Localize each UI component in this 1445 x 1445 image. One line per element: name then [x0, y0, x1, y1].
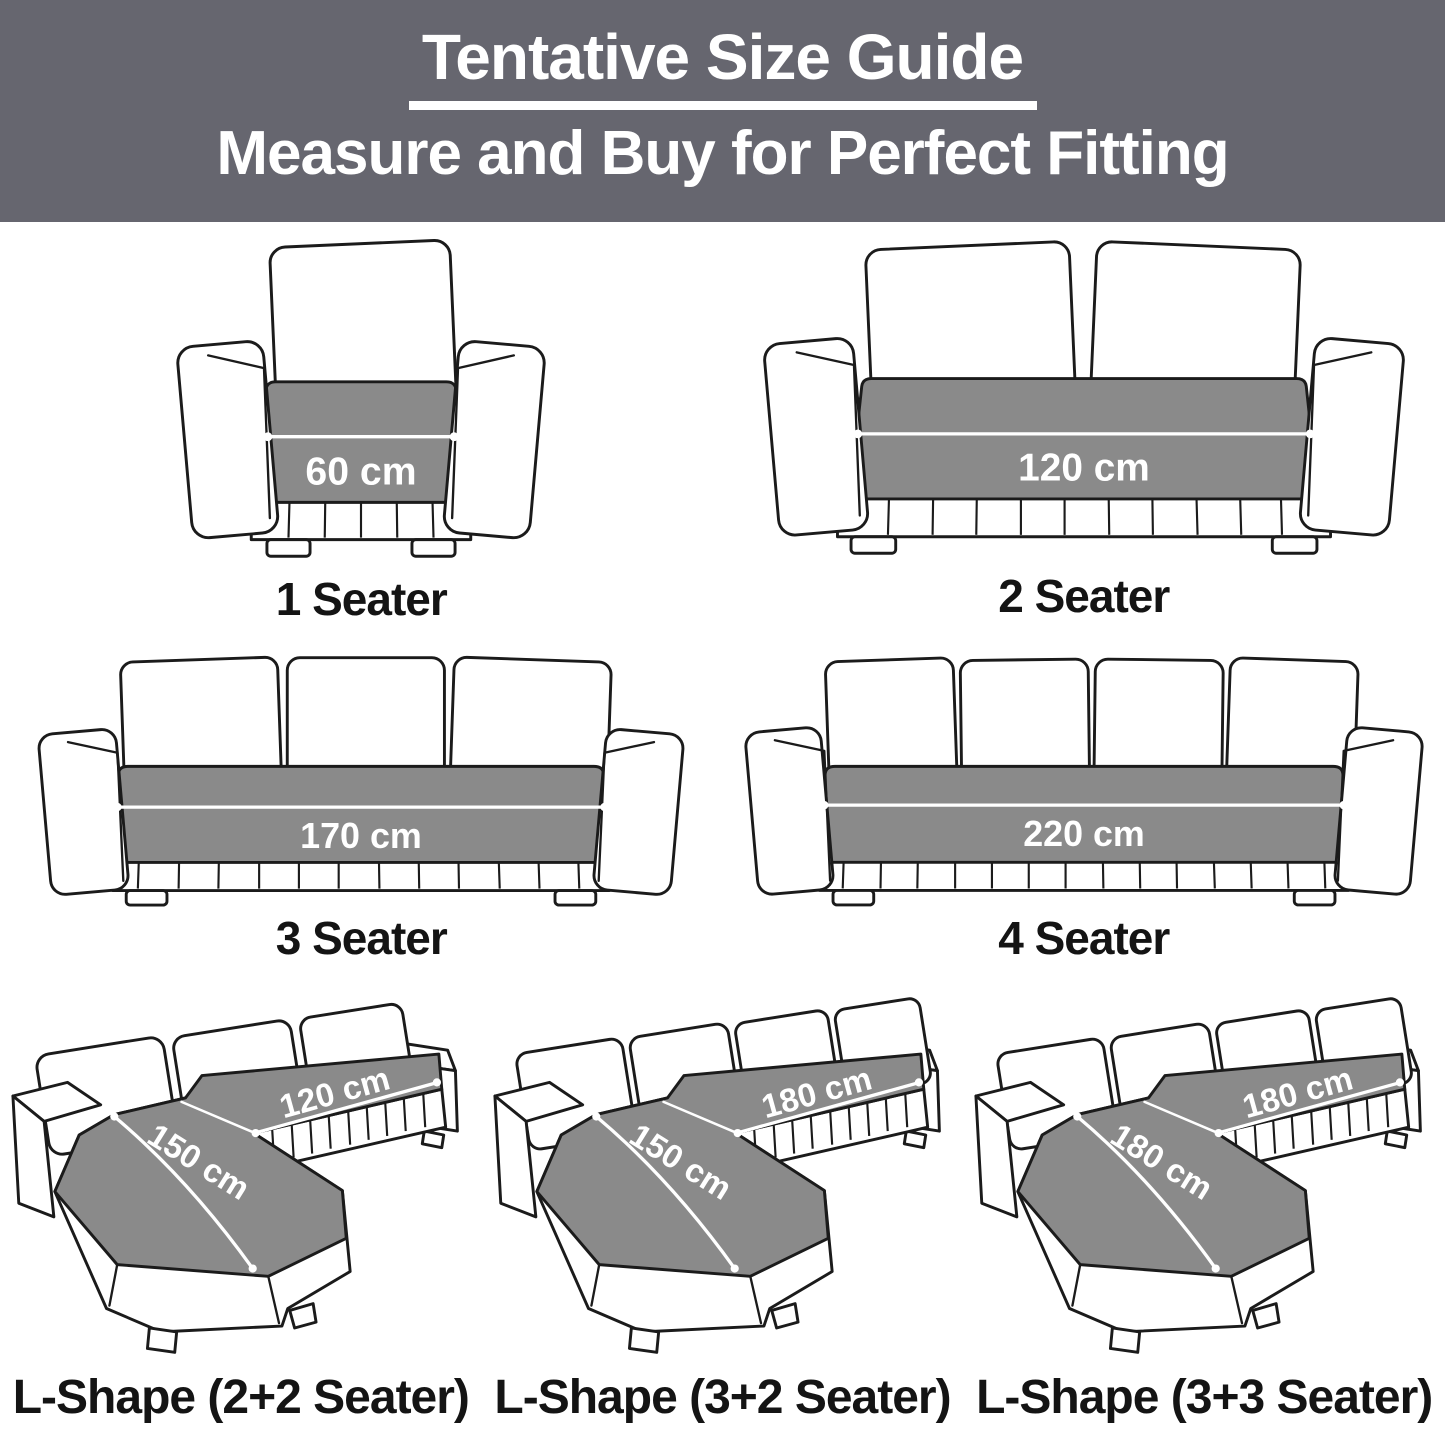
- three-seater-illustration: [31, 648, 691, 908]
- page-title: Tentative Size Guide: [421, 21, 1024, 93]
- row-large-sofas: [0, 626, 1445, 965]
- title-underline: [409, 101, 1037, 110]
- l-shape-3-3-figure: [970, 981, 1438, 1425]
- l-shape-2-2-illustration: [7, 981, 475, 1366]
- row-small-sofas: [0, 222, 1445, 626]
- three-seater-figure: [31, 648, 691, 965]
- l-shape-3-3-cell: [963, 981, 1445, 1425]
- l-shape-3-3-label: L-Shape (3+3 Seater): [976, 1371, 1433, 1424]
- l-shape-2-2-long-measurement-label: 120 cm: [275, 1060, 394, 1127]
- one-seater-figure: [165, 228, 557, 626]
- two-seater-illustration: [754, 228, 1414, 566]
- l-shape-3-2-figure: [489, 981, 957, 1425]
- four-seater-figure: [740, 648, 1428, 965]
- two-seater-label: 2 Seater: [998, 570, 1170, 622]
- l-shape-3-3-long-measurement-label: 180 cm: [1238, 1060, 1358, 1127]
- l-shape-2-2-chaise-measurement-label: 150 cm: [140, 1116, 256, 1208]
- four-seater-cell: [723, 648, 1445, 965]
- two-seater-figure: [754, 228, 1414, 623]
- l-shape-3-2-long-measurement-label: 180 cm: [757, 1060, 876, 1127]
- two-seater-cell: [723, 228, 1445, 623]
- two-seater-measurement-label: 120 cm: [1017, 446, 1150, 490]
- l-shape-3-3-chaise-measurement-label: 180 cm: [1104, 1116, 1220, 1208]
- header: [0, 0, 1445, 222]
- l-shape-3-2-label: L-Shape (3+2 Seater): [494, 1371, 951, 1424]
- l-shape-3-3-illustration: [970, 981, 1438, 1366]
- l-shape-2-2-figure: [7, 981, 475, 1425]
- one-seater-cell: [0, 228, 723, 626]
- one-seater-illustration: [165, 228, 557, 569]
- row-l-shape-sofas: [0, 965, 1445, 1425]
- one-seater-label: 1 Seater: [275, 573, 447, 625]
- three-seater-label: 3 Seater: [275, 912, 447, 964]
- three-seater-measurement-label: 170 cm: [300, 815, 423, 856]
- l-shape-2-2-cell: [0, 981, 482, 1425]
- four-seater-illustration: [740, 648, 1428, 908]
- three-seater-cell: [0, 648, 723, 965]
- l-shape-3-2-chaise-measurement-label: 150 cm: [622, 1116, 738, 1208]
- four-seater-measurement-label: 220 cm: [1022, 813, 1145, 854]
- l-shape-3-2-illustration: [489, 981, 957, 1366]
- page-subtitle: Measure and Buy for Perfect Fitting: [216, 119, 1229, 189]
- four-seater-label: 4 Seater: [998, 912, 1170, 964]
- l-shape-2-2-label: L-Shape (2+2 Seater): [12, 1371, 469, 1424]
- l-shape-3-2-cell: [482, 981, 964, 1425]
- one-seater-measurement-label: 60 cm: [305, 450, 417, 494]
